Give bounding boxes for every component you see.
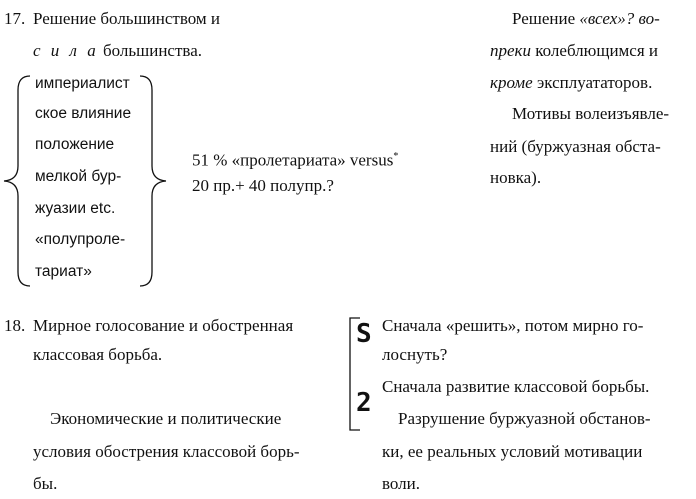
middle-line-1: [192, 147, 398, 171]
right-line-2: [490, 41, 658, 61]
middle-line-2: 20 пр.+ 40 полупр.?: [192, 176, 334, 195]
handwritten-mark-2: 2: [356, 388, 372, 418]
section-18-right-line-2: лоснуть?: [382, 345, 448, 364]
section-18-right-line-4: Разрушение буржуазной обстанов-: [398, 409, 651, 428]
left-list-line-4: мелкой бур-: [35, 168, 122, 185]
right-line-2-a: преки: [490, 41, 531, 60]
right-curly-brace: [140, 76, 166, 286]
left-list-line-3: положение: [35, 136, 115, 153]
section-17-number: 17.: [4, 9, 26, 28]
left-list-line-6: «полупроле-: [35, 231, 126, 248]
section-18-line-3: Экономические и политические: [50, 409, 282, 428]
title-line2-rest: большинства.: [98, 41, 202, 60]
section-17-title-line1: Решение большинством и: [33, 9, 221, 28]
section-18-line-1: Мирное голосование и обостренная: [33, 316, 294, 335]
section-18-line-5: бы.: [33, 474, 58, 493]
right-line-5: ний (буржуазная обста-: [490, 137, 661, 156]
footnote-mark: *: [393, 151, 399, 162]
middle-line-1-text: 51 % «пролетариата» versus: [192, 150, 394, 170]
right-line-3-a: кроме: [490, 73, 533, 92]
left-curly-brace: [4, 76, 30, 286]
right-line-1-a: Решение: [512, 9, 580, 28]
left-list-line-2: ское влияние: [35, 105, 132, 122]
section-18-number: 18.: [4, 316, 26, 335]
section-18-right-line-6: воли.: [382, 474, 421, 493]
handwritten-mark-1: S: [356, 319, 372, 349]
right-line-6: новка).: [490, 168, 542, 187]
right-line-3-b: эксплуататоров.: [532, 73, 653, 92]
section-18-line-4: условия обострения классовой борь-: [33, 442, 300, 461]
section-18-right-line-5: ки, ее реальных условий мотивации: [382, 442, 643, 461]
right-line-2-b: колеблющимся и: [531, 41, 659, 60]
right-line-3: [490, 73, 652, 93]
right-line-1-b: «всех»? во-: [579, 9, 660, 28]
left-list-line-5: жуазии etc.: [35, 200, 116, 217]
section-18-right-line-1: Сначала «решить», потом мирно го-: [382, 316, 644, 335]
sila-word: с и л а: [33, 41, 99, 60]
section-18-line-2: классовая борьба.: [33, 345, 163, 364]
section-18-right-line-3: Сначала развитие классовой борьбы.: [382, 377, 650, 396]
right-line-4: Мотивы волеизъявле-: [512, 104, 670, 123]
left-list-line-7: тариат»: [35, 263, 92, 280]
right-line-1: [512, 9, 660, 29]
left-list-line-1: империалист: [35, 75, 130, 92]
